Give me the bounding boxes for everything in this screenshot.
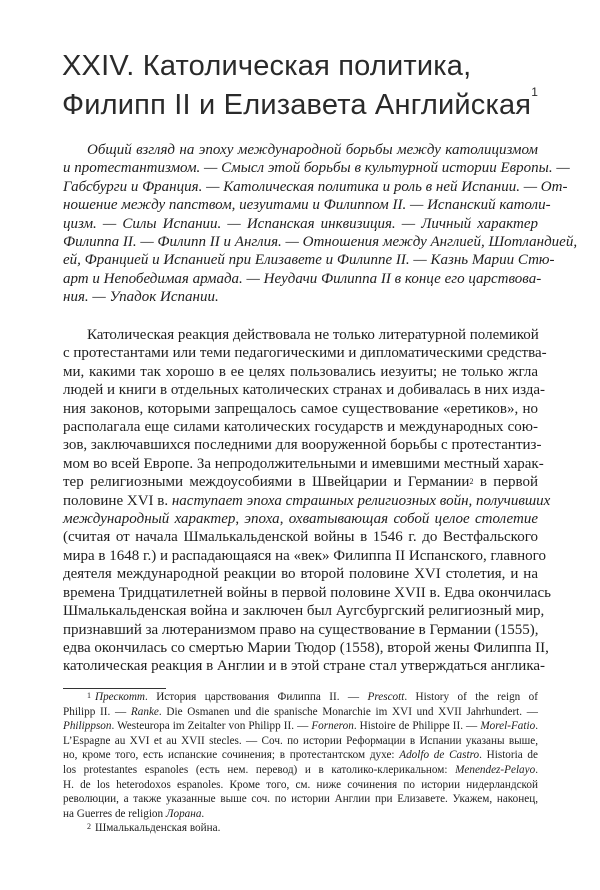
text: L’Espagne au XVI et au XVII stecles. — Соч. по истории Реформации в Испании указаны выше, — [63, 734, 538, 747]
text: . Historia de — [479, 749, 538, 762]
text: H. de los heterodoxos espanoles. Кроме того, см. ниже сочинения по истории нидерландской — [63, 778, 538, 791]
text: людей и книги в отдельных католических странах и добивалась в них изда- — [63, 382, 546, 399]
footnote-ref: 1 — [531, 85, 539, 99]
italic-text: Menendez-Pelayo — [455, 763, 536, 776]
italic-text: Prescott — [367, 691, 405, 703]
text: Шмалькальденская война и заключен был Аугсбургский религиозный мир, — [63, 603, 545, 620]
text: ми, какими так хорошо в ее целях пользовались иезуиты; не только жгла — [63, 363, 538, 380]
text: половине XVI в. — [63, 492, 172, 509]
abstract-line — [63, 215, 538, 233]
italic-text: Лорана — [165, 807, 202, 820]
text: и протестантизмом. — Смысл этой борьбы в культурной истории Европы. — — [63, 160, 570, 177]
italic-text: охватывающая собой целое столетие — [288, 511, 538, 528]
text: располагала еще силами католических государств и международных сою- — [63, 419, 538, 436]
text: деятеля международной реакции во второй половине XVI столетия, и на — [63, 566, 538, 583]
footnote-ref: 2 — [469, 477, 474, 487]
text: . — [201, 807, 205, 820]
footnote-line — [63, 719, 538, 734]
body-line — [63, 436, 542, 454]
italic-text: наступает эпоха страшных религиозных войн, получивших — [171, 492, 551, 509]
footnote-line — [63, 821, 538, 836]
body-line — [63, 547, 546, 565]
text: Шмалькальденская война. — [95, 822, 221, 835]
body-line — [63, 418, 538, 436]
italic-text: Ranke — [130, 705, 159, 718]
text: Philipp II. — — [63, 705, 131, 718]
text: , — [235, 511, 245, 528]
footnote-line — [63, 734, 538, 749]
body-line — [63, 326, 538, 344]
chapter-abstract — [63, 141, 578, 307]
text: мира в 1648 г.) и распадающаяся на «век» Филиппа II Испанского, главного — [63, 547, 546, 564]
body-line — [63, 455, 544, 473]
chapter-title-line-1: XXIV. Католическая политика, — [62, 50, 472, 82]
chapter-title-line-2 — [62, 85, 539, 122]
text: в первой — [473, 474, 538, 491]
text: Католическая реакция действовала не только литературной полемикой — [87, 327, 539, 343]
footnote-line — [63, 748, 538, 763]
text: ния. — Упадок Испании. — [63, 289, 219, 306]
body-line — [63, 400, 538, 418]
text: . — [535, 720, 538, 733]
text: цизм. — Силы Испании. — Испанская инквизиция. — Личный характер — [63, 215, 538, 232]
text: времена Тридцатилетней войны в первой половине XVII в. Едва окончилась — [63, 584, 551, 601]
italic-text: Adolfo de Castro — [399, 749, 480, 762]
text: но, кроме того, есть испанские сочинения; в протестантском духе: — [63, 749, 400, 762]
text: Общий взгляд на эпоху международной борьбы между католицизмом — [87, 142, 538, 158]
text: ношение между папством, иезуитами и Филиппом II. — Испанский католи- — [63, 197, 551, 214]
body-line — [63, 621, 538, 639]
footnote-line — [63, 807, 538, 822]
footnote-line — [63, 763, 538, 778]
footnote-line — [63, 690, 538, 705]
italic-text: Philippson — [63, 720, 112, 733]
text: тер религиозными междоусобиями в Швейцарии и Германии — [63, 474, 470, 491]
footnote-divider — [63, 688, 166, 689]
body-line — [63, 657, 546, 675]
abstract-line — [63, 178, 568, 196]
footnote-number: 1 — [87, 691, 91, 700]
text: с протестантами или теми педагогическими и дипломатическими средства- — [63, 345, 547, 362]
abstract-line — [63, 141, 538, 159]
body-line — [63, 528, 538, 546]
text: ей, Францией и Испанией при Елизавете и Филиппе II. — Казнь Марии Стю- — [63, 252, 555, 269]
body-line — [63, 492, 551, 510]
italic-text: эпоха — [244, 511, 280, 528]
text: . История царствования Филиппа II. — — [145, 691, 368, 703]
body-line — [63, 602, 545, 620]
text: зов, заключавшихся последними для вооруженной борьбы с протестантиз- — [63, 437, 542, 454]
body-line — [63, 473, 538, 491]
abstract-line — [63, 233, 578, 251]
footnote-number: 2 — [87, 822, 91, 832]
body-line — [63, 565, 538, 583]
body-line — [63, 639, 549, 657]
abstract-line — [63, 159, 570, 177]
abstract-line — [63, 288, 538, 306]
italic-text: Forneron — [311, 720, 354, 733]
text: (считая от начала Шмалькальденской войны в 1546 г. до Вестфальского — [63, 529, 538, 546]
footnotes — [63, 690, 538, 836]
text: Филиппа II. — Филипп II и Англия. — Отношения между Англией, Шотландией, — [63, 234, 578, 251]
body-line — [63, 584, 551, 602]
text: . Die Osmanen und die spanische Monarchie im XVI und XVII Jahrhundert. — — [158, 705, 538, 718]
abstract-line — [63, 251, 555, 269]
text: . Histoire de Philippe II. — — [353, 720, 481, 733]
text: , — [279, 511, 289, 528]
text: арт и Непобедимая армада. — Неудачи Филиппа II в конце его царствова- — [63, 270, 542, 287]
abstract-line — [63, 196, 551, 214]
italic-text: международный характер — [63, 511, 236, 528]
footnote-line — [63, 705, 538, 720]
text: los protestantes espanoles (есть нем. перевод) и в католико-клерикальном: — [63, 763, 456, 776]
text: Габсбурги и Франция. — Католическая политика и роль в ней Испании. — От- — [63, 178, 568, 195]
chapter-title-text: Филипп II и Елизавета Английская — [62, 89, 532, 121]
text: мом во всей Европе. За непродолжительными и имевшими местный харак- — [63, 455, 544, 472]
body-line — [63, 344, 547, 362]
text: ния законов, которыми запрещалось самое существование «еретиков», но — [63, 400, 538, 417]
text: католическая реакция в Англии и в этой стране стал утверждаться англика- — [63, 658, 546, 675]
text: едва окончилась со смертью Марии Тюдор (1558), второй жены Филиппа II, — [63, 639, 549, 656]
body-line — [63, 510, 538, 528]
text: революции, а также указанные выше соч. по истории Англии при Елизавете. Укажем, наконец, — [63, 793, 538, 806]
footnote-line — [63, 792, 538, 807]
text: . — [535, 763, 538, 776]
body-line — [63, 381, 546, 399]
footnote-line — [63, 778, 538, 793]
body-line — [63, 363, 538, 381]
italic-text: Прескотт — [95, 691, 146, 703]
text: . Westeuropa im Zeitalter von Philipp II. — — [111, 720, 312, 733]
italic-text: Morel-Fatio — [480, 720, 536, 733]
text: признавший за лютеранизмом право на существование в Германии (1555), — [63, 621, 539, 638]
text: на Guerres de religion — [63, 807, 166, 820]
text: . History of the reign of — [404, 691, 538, 703]
body-paragraph — [63, 326, 551, 676]
abstract-line — [63, 270, 542, 288]
